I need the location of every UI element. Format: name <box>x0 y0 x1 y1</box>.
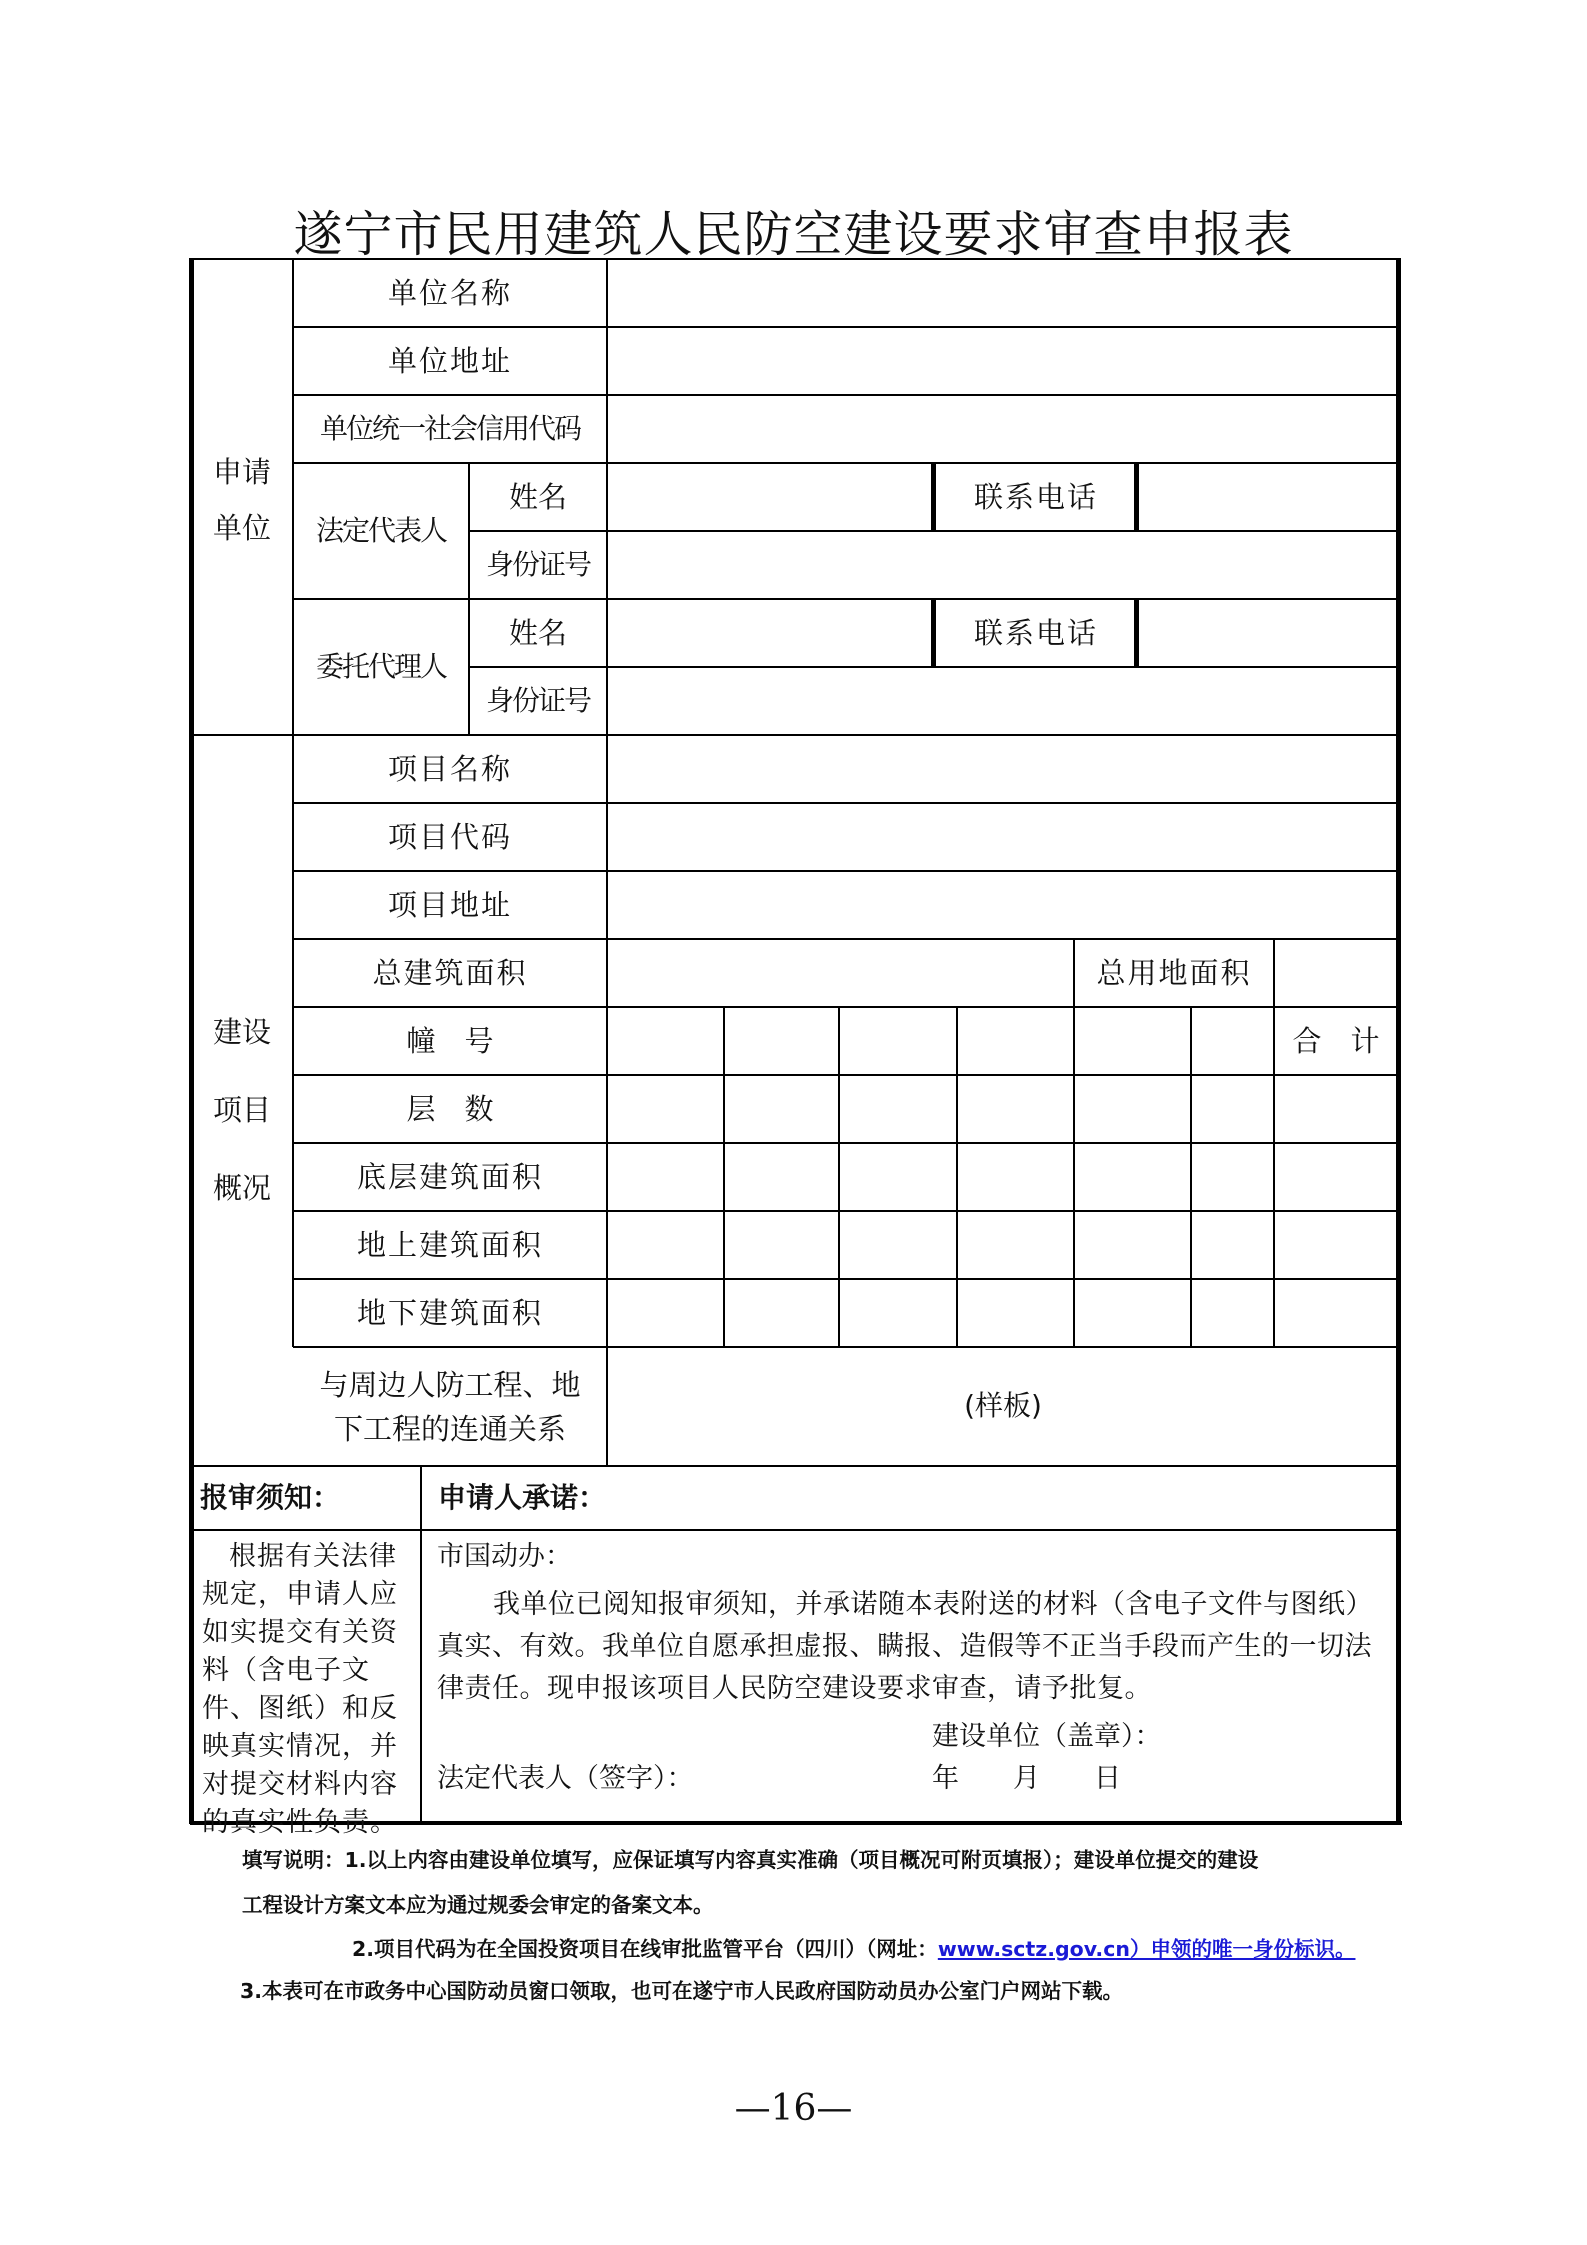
building-grid-cell[interactable] <box>1076 1280 1189 1344</box>
building-grid-cell[interactable] <box>841 1008 955 1072</box>
building-grid-cell[interactable] <box>1193 1212 1272 1276</box>
building-grid-cell[interactable] <box>726 1212 837 1276</box>
signature-label: 法定代表人（签字）： <box>437 1763 694 1794</box>
building-grid-cell[interactable] <box>1276 1280 1395 1344</box>
building-grid-cell[interactable] <box>841 1280 955 1344</box>
building-grid-cell[interactable] <box>959 1076 1072 1140</box>
commitment-body: 我单位已阅知报审须知，并承诺随本表附送的材料（含电子文件与图纸）真实、有效。我单位自愿承担虚报、瞒报、造假等不正当手段而产生的一切法律责任。现申报该项目人民防空建设要求审查，请予批复。 <box>437 1589 1373 1704</box>
building-grid-cell[interactable] <box>841 1212 955 1276</box>
page-number: —16— <box>734 2088 853 2129</box>
total-land-area-label: 总用地面积 <box>1096 955 1252 990</box>
applicant-section-label <box>192 440 292 560</box>
divider <box>723 1006 725 1346</box>
building-grid-cell[interactable] <box>959 1280 1072 1344</box>
footnote-line4: 3.本表可在市政务中心国防动员窗口领取，也可在遂宁市人民政府国防动员办公室门户网站下载。 <box>240 1979 1124 2003</box>
building-grid-cell[interactable] <box>1193 1280 1272 1344</box>
legal-rep-label: 法定代表人 <box>315 513 446 547</box>
building-grid-cell[interactable] <box>1076 1008 1189 1072</box>
building-grid-cell[interactable] <box>1076 1212 1189 1276</box>
building-grid-cell[interactable] <box>609 1280 722 1344</box>
project-section-label <box>192 1000 292 1220</box>
underground-area-label: 地下建筑面积 <box>356 1295 543 1330</box>
connectivity-sample: (样板) <box>964 1389 1042 1423</box>
credit-code-field[interactable] <box>608 396 1396 462</box>
project-label-line2: 项目 <box>212 1093 271 1127</box>
legal-rep-phone-field[interactable] <box>1140 464 1396 530</box>
project-label-line3: 概况 <box>212 1171 271 1205</box>
legal-rep-name-field[interactable] <box>608 464 930 530</box>
agent-phone-label: 联系电话 <box>973 615 1098 650</box>
floors-label: 层 数 <box>406 1091 494 1126</box>
building-grid-cell[interactable] <box>1193 1008 1272 1072</box>
project-address-field[interactable] <box>608 872 1396 938</box>
building-grid-cell[interactable] <box>609 1212 722 1276</box>
project-code-field[interactable] <box>608 804 1396 870</box>
legal-rep-id-label: 身份证号 <box>485 547 590 581</box>
applicant-label-line2: 单位 <box>212 511 271 545</box>
platform-link[interactable]: www.sctz.gov.cn）申领的唯一身份标识。 <box>937 1937 1356 1961</box>
commitment-header: 申请人承诺： <box>438 1480 607 1514</box>
building-grid-cell[interactable] <box>959 1008 1072 1072</box>
agent-id-label: 身份证号 <box>485 683 590 717</box>
building-grid-cell[interactable] <box>1276 1144 1395 1208</box>
legal-rep-id-field[interactable] <box>608 532 1396 598</box>
ground-floor-area-label: 底层建筑面积 <box>356 1159 543 1194</box>
connectivity-label <box>293 1347 607 1466</box>
building-grid-cell[interactable] <box>1076 1144 1189 1208</box>
project-label-line1: 建设 <box>212 1015 271 1049</box>
unit-address-label: 单位地址 <box>387 343 512 378</box>
project-name-label: 项目名称 <box>387 751 512 786</box>
total-floor-area-field[interactable] <box>608 940 1072 1006</box>
agent-label: 委托代理人 <box>315 649 446 683</box>
commitment-addressee: 市国动办： <box>437 1541 572 1572</box>
unit-name-field[interactable] <box>608 260 1396 326</box>
agent-id-field[interactable] <box>608 668 1396 734</box>
above-ground-area-label: 地上建筑面积 <box>356 1227 543 1262</box>
footnote-line1: 填写说明：1.以上内容由建设单位填写，应保证填写内容真实准确（项目概况可附页填报）；建设单位提交的建设 <box>242 1848 1259 1872</box>
building-grid-cell[interactable] <box>726 1076 837 1140</box>
date-label: 年 月 日 <box>932 1763 1121 1794</box>
notice-body: 根据有关法律规定，申请人应如实提交有关资料（含电子文件、图纸）和反映真实情况，并对提交材料内容的真实性负责。 <box>202 1541 398 1838</box>
building-grid-cell[interactable] <box>1193 1076 1272 1140</box>
building-grid-cell[interactable] <box>726 1008 837 1072</box>
footnote-line3 <box>352 1932 1355 1962</box>
building-grid-cell[interactable] <box>959 1144 1072 1208</box>
agent-name-label: 姓名 <box>508 615 567 650</box>
building-grid-cell[interactable] <box>1276 1212 1395 1276</box>
building-grid-cell[interactable] <box>609 1144 722 1208</box>
building-grid-cell[interactable] <box>959 1212 1072 1276</box>
project-code-label: 项目代码 <box>387 819 512 854</box>
connectivity-label-line2: 下工程的连通关系 <box>333 1411 566 1446</box>
agent-phone-field[interactable] <box>1140 600 1396 666</box>
building-grid-cell[interactable] <box>1276 1076 1395 1140</box>
total-floor-area-label: 总建筑面积 <box>372 955 528 990</box>
form-title: 遂宁市民用建筑人民防空建设要求审查申报表 <box>293 206 1294 263</box>
building-grid-cell[interactable] <box>841 1076 955 1140</box>
building-grid-cell[interactable] <box>609 1076 722 1140</box>
divider <box>838 1006 840 1346</box>
unit-address-field[interactable] <box>608 328 1396 394</box>
divider <box>1190 1006 1192 1346</box>
notice-header: 报审须知： <box>200 1480 341 1514</box>
building-grid-cell[interactable] <box>726 1144 837 1208</box>
legal-rep-phone-label: 联系电话 <box>973 479 1098 514</box>
building-grid-cell[interactable] <box>841 1144 955 1208</box>
project-address-label: 项目地址 <box>387 887 512 922</box>
applicant-label-line1: 申请 <box>212 455 271 489</box>
divider <box>956 1006 958 1346</box>
building-grid-cell[interactable] <box>609 1008 722 1072</box>
unit-name-label: 单位名称 <box>387 275 512 310</box>
seal-label: 建设单位（盖章）： <box>932 1721 1162 1752</box>
total-land-area-field[interactable] <box>1276 940 1396 1006</box>
project-name-field[interactable] <box>608 736 1396 802</box>
credit-code-label: 单位统一社会信用代码 <box>319 411 580 445</box>
agent-name-field[interactable] <box>608 600 930 666</box>
divider <box>420 1466 422 1822</box>
building-grid-cell[interactable] <box>1076 1076 1189 1140</box>
building-grid-cell[interactable] <box>1193 1144 1272 1208</box>
building-no-label: 幢 号 <box>406 1023 494 1058</box>
divider <box>1073 1006 1075 1346</box>
footnote-line3-text: 2.项目代码为在全国投资项目在线审批监管平台（四川）（网址： <box>352 1937 938 1961</box>
building-grid-cell[interactable] <box>726 1280 837 1344</box>
connectivity-label-line1: 与周边人防工程、地 <box>319 1367 581 1402</box>
legal-rep-name-label: 姓名 <box>508 479 567 514</box>
total-label: 合 计 <box>1292 1023 1380 1058</box>
footnote-line2: 工程设计方案文本应为通过规委会审定的备案文本。 <box>242 1893 714 1917</box>
